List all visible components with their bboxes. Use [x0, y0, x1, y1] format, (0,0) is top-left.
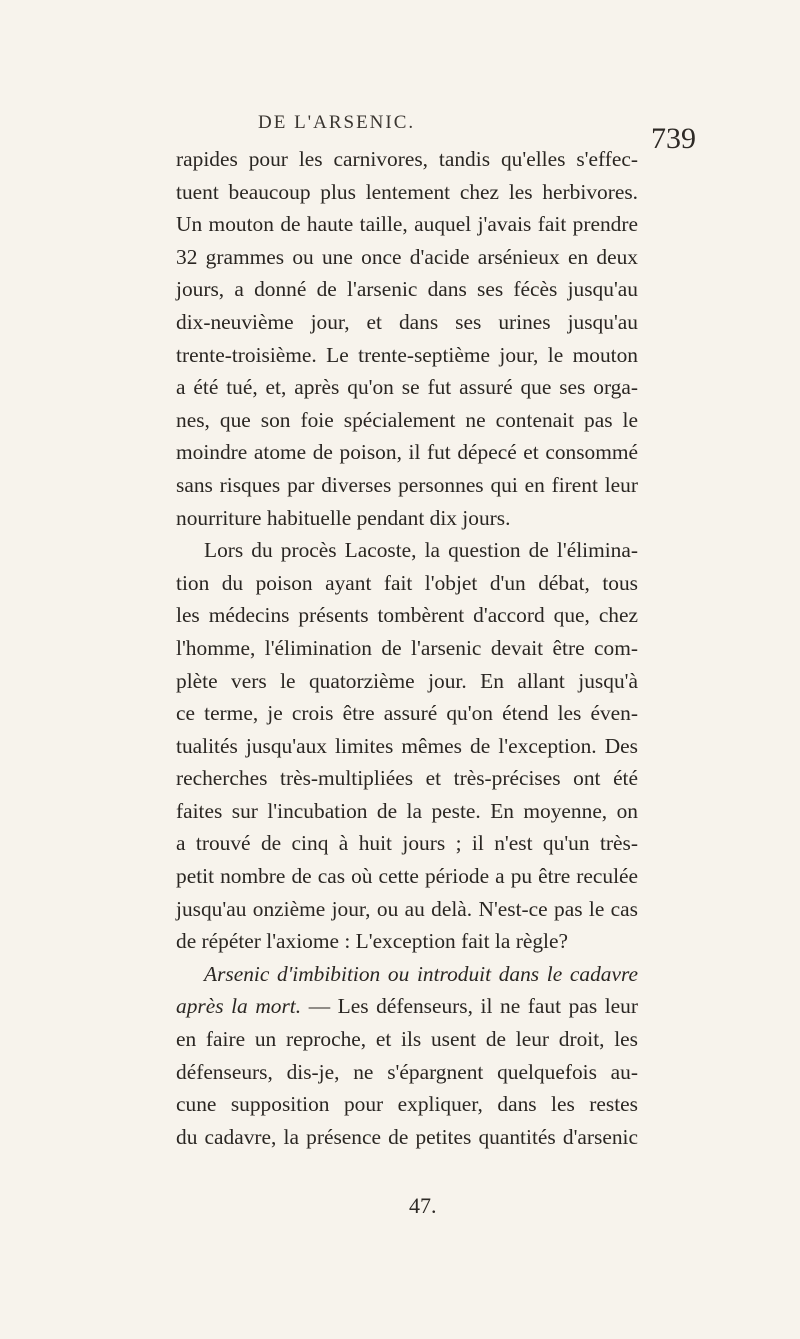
text-line: nes, que son foie spécialement ne contenait pas le: [176, 407, 638, 432]
text-line: plète vers le quatorzième jour. En allant jusqu'à: [176, 668, 638, 693]
section-heading-line: Arsenic d'imbibition ou introduit dans le cadavre: [204, 961, 638, 986]
section-heading-end: après la mort.: [176, 994, 302, 1019]
text-line: Un mouton de haute taille, auquel j'avais fait prendre: [176, 212, 638, 237]
text-line: Lors du procès Lacoste, la question de l'élimina-: [204, 538, 638, 563]
text-line: les médecins présents tombèrent d'accord que, chez: [176, 603, 638, 628]
text-line: petit nombre de cas où cette période a pu être reculée: [176, 864, 638, 889]
text-line: a été tué, et, après qu'on se fut assuré que ses orga-: [176, 375, 638, 400]
text-line: l'homme, l'élimination de l'arsenic devait être com-: [176, 635, 638, 660]
text-line: tuent beaucoup plus lentement chez les herbivores.: [176, 179, 638, 204]
text-line: moindre atome de poison, il fut dépecé et consommé: [176, 440, 638, 465]
page-number: 739: [651, 122, 696, 155]
text-line: défenseurs, dis-je, ne s'épargnent quelquefois au-: [176, 1059, 638, 1084]
text-line: tion du poison ayant fait l'objet d'un débat, tous: [176, 570, 638, 595]
text-line: rapides pour les carnivores, tandis qu'elles s'effec-: [176, 147, 638, 171]
text-line: ce terme, je crois être assuré qu'on étend les éven-: [176, 701, 638, 726]
text-line: nourriture habituelle pendant dix jours.: [176, 505, 511, 530]
text-line: 32 grammes ou une once d'acide arsénieux en deux: [176, 244, 638, 269]
body-text: [176, 143, 638, 1153]
text-line: trente-troisième. Le trente-septième jour, le mouton: [176, 342, 638, 367]
text-line: tualités jusqu'aux limites mêmes de l'exception. Des: [176, 733, 638, 758]
signature-mark: 47.: [409, 1193, 437, 1218]
text-fragment: — Les défenseurs, il ne faut pas leur: [301, 994, 638, 1019]
text-line: du cadavre, la présence de petites quantités d'arsenic: [176, 1124, 638, 1149]
text-line: [176, 990, 638, 1023]
text-line: recherches très-multipliées et très-précises ont été: [176, 766, 638, 791]
text-line: cune supposition pour expliquer, dans les restes: [176, 1092, 638, 1117]
text-line: jusqu'au onzième jour, ou au delà. N'est-ce pas le cas: [176, 896, 638, 921]
text-line: a trouvé de cinq à huit jours ; il n'est qu'un très-: [176, 831, 638, 856]
text-line: de répéter l'axiome : L'exception fait la règle?: [176, 929, 568, 954]
text-line: jours, a donné de l'arsenic dans ses fécès jusqu'au: [176, 277, 638, 302]
text-line: faites sur l'incubation de la peste. En moyenne, on: [176, 798, 638, 823]
running-header: DE L'ARSENIC.: [258, 112, 416, 133]
text-line: en faire un reproche, et ils usent de leur droit, les: [176, 1027, 638, 1052]
text-line: sans risques par diverses personnes qui en firent leur: [176, 472, 638, 497]
text-line: dix-neuvième jour, et dans ses urines jusqu'au: [176, 309, 638, 334]
